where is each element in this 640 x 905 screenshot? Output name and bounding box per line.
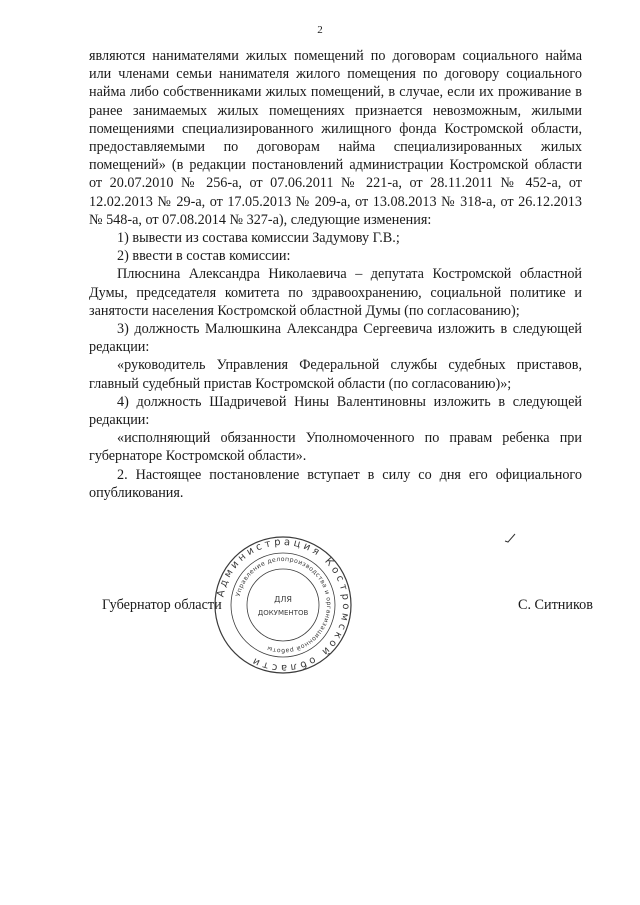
paragraph-new-member: Плюснина Александра Николаевича – депутата Костромской областной Думы, председателя комитета по здравоохранению, социальной политике и занятости населения Костромской областной Думы (по согласованию); xyxy=(89,266,582,319)
pen-mark-icon xyxy=(504,533,516,543)
signature-name: С. Ситников xyxy=(518,597,593,613)
document-body xyxy=(89,47,582,502)
paragraph-item-2: 2) ввести в состав комиссии: xyxy=(117,248,291,265)
stamp-center-line2: ДОКУМЕНТОВ xyxy=(257,609,309,617)
official-seal-stamp xyxy=(212,534,354,676)
paragraph-item-3: 3) должность Малюшкина Александра Сергеевича изложить в следующей редакции: xyxy=(89,321,582,356)
paragraph-item-1: 1) вывести из состава комиссии Задумову Г.В.; xyxy=(117,230,400,247)
paragraph-item-4: 4) должность Шадричевой Нины Валентиновны изложить в следующей редакции: xyxy=(89,393,582,429)
paragraph-intro-continuation: являются нанимателями жилых помещений по договорам социального найма или членами семьи нанимателя жилого помещения по договору социального найма либо собственниками жилых помещений, в случае, если их проживание в ранее занимаемых жилых помещениях признается невозможным, жилыми помещениями специализированного жилищного фонда Костромской области, предоставляемыми по договорам найма специализированных жилых помещений» (в редакции постановлений администрации Костромской области от 20.07.2010 № 256-а, от 07.06.2011 № 221-а, от 28.11.2011 № 452-а, от 12.02.2013 № 29-а, от 17.05.2013 № 209-а, от 13.08.2013 № 318-а, от 26.12.2013 № 548-а, от 07.08.2014 № 327-а), следующие изменения: xyxy=(89,48,582,228)
paragraph-item-4-text: «исполняющий обязанности Уполномоченного по правам ребенка при губернаторе Костромской области». xyxy=(89,430,582,465)
page-number: 2 xyxy=(317,24,323,36)
svg-text:Управление делопроизводства и xyxy=(235,556,332,655)
signature-title: Губернатор области xyxy=(102,597,222,613)
paragraph-effective-date: 2. Настоящее постановление вступает в силу со дня его официального опубликования. xyxy=(89,466,582,501)
stamp-center-line1: ДЛЯ xyxy=(274,595,292,604)
stamp-outer-text: Администрация Костромской области xyxy=(215,536,352,674)
stamp-inner-text: Управление делопроизводства и организационной работы xyxy=(234,555,333,655)
paragraph-item-3-text: «руководитель Управления Федеральной службы судебных приставов, главный судебный пристав Костромской области (по согласованию)»; xyxy=(89,357,582,392)
